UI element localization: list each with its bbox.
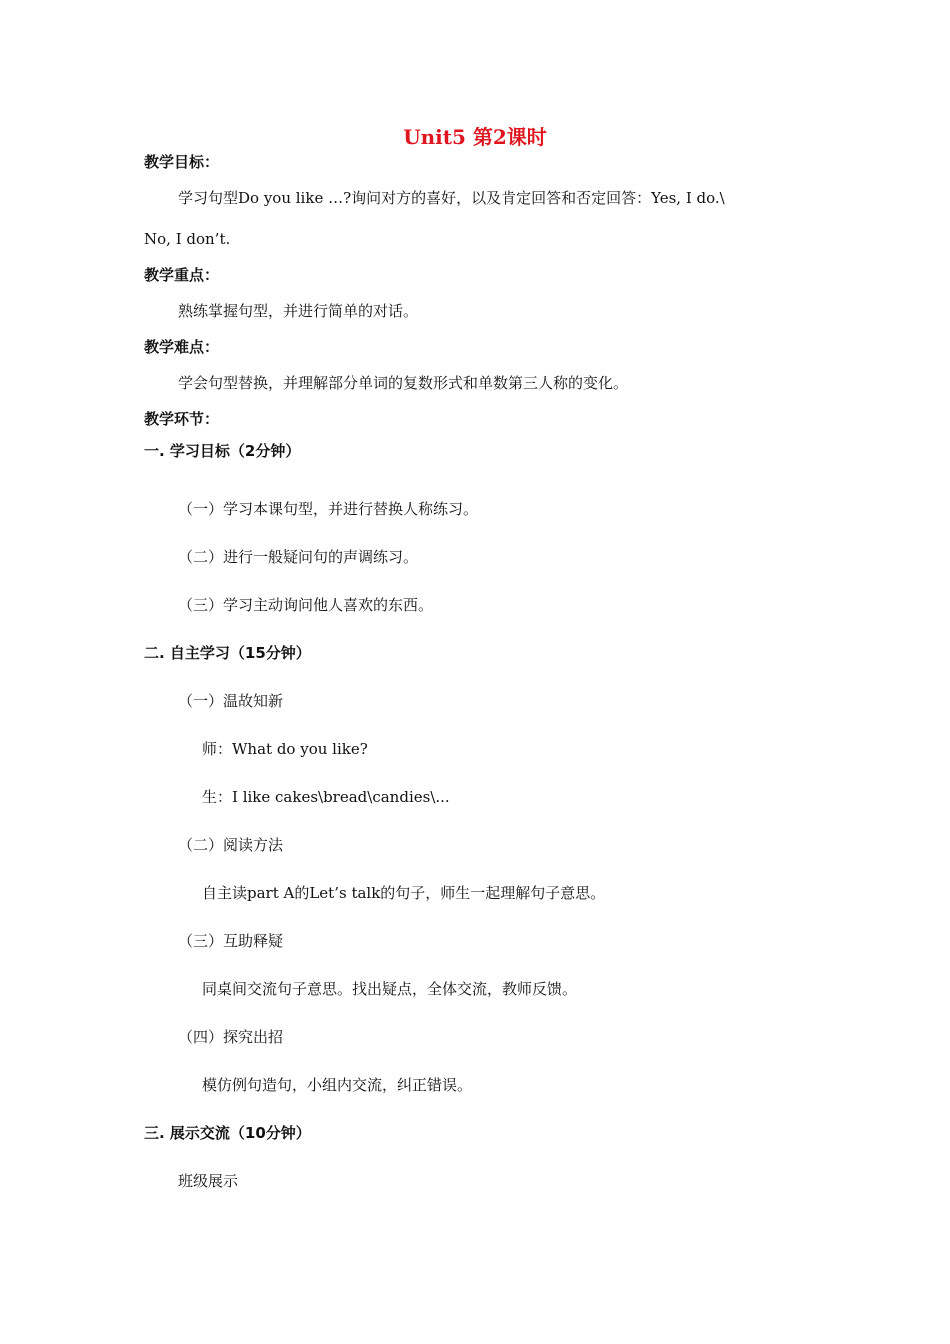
section1-item: （一）学习本课句型，并进行替换人称练习。 — [178, 500, 479, 518]
section1-item: （三）学习主动询问他人喜欢的东西。 — [178, 596, 434, 614]
objectives-label: 教学目标： — [144, 153, 220, 171]
steps-label: 教学环节： — [144, 410, 220, 428]
section2-heading: 二. 自主学习（15分钟） — [144, 644, 311, 662]
section2-sub4: （四）探究出招 — [178, 1028, 284, 1046]
page-title: Unit5 第2课时 — [403, 125, 547, 149]
key-points-label: 教学重点： — [144, 266, 220, 284]
section2-sub2-text: 自主读part A的Let’s talk的句子，师生一起理解句子意思。 — [202, 884, 606, 902]
difficulties-text: 学会句型替换，并理解部分单词的复数形式和单数第三人称的变化。 — [178, 374, 629, 392]
objectives-text-line1: 学习句型Do you like …?询问对方的喜好，以及肯定回答和否定回答：Yes, I do.\ — [178, 189, 725, 207]
teacher-line: 师：What do you like? — [202, 740, 368, 758]
section3-text: 班级展示 — [178, 1172, 239, 1190]
student-line: 生：I like cakes\bread\candies\... — [202, 788, 450, 806]
section3-heading: 三. 展示交流（10分钟） — [144, 1124, 311, 1142]
section2-sub2: （二）阅读方法 — [178, 836, 284, 854]
section2-sub1: （一）温故知新 — [178, 692, 284, 710]
objectives-text-line2: No, I don’t. — [144, 230, 231, 248]
section1-item: （二）进行一般疑问句的声调练习。 — [178, 548, 419, 566]
section2-sub3: （三）互助释疑 — [178, 932, 284, 950]
section2-sub3-text: 同桌间交流句子意思。找出疑点，全体交流，教师反馈。 — [202, 980, 578, 998]
key-points-text: 熟练掌握句型，并进行简单的对话。 — [178, 302, 419, 320]
section2-sub4-text: 模仿例句造句，小组内交流，纠正错误。 — [202, 1076, 473, 1094]
section1-heading: 一. 学习目标（2分钟） — [144, 442, 301, 460]
difficulties-label: 教学难点： — [144, 338, 220, 356]
